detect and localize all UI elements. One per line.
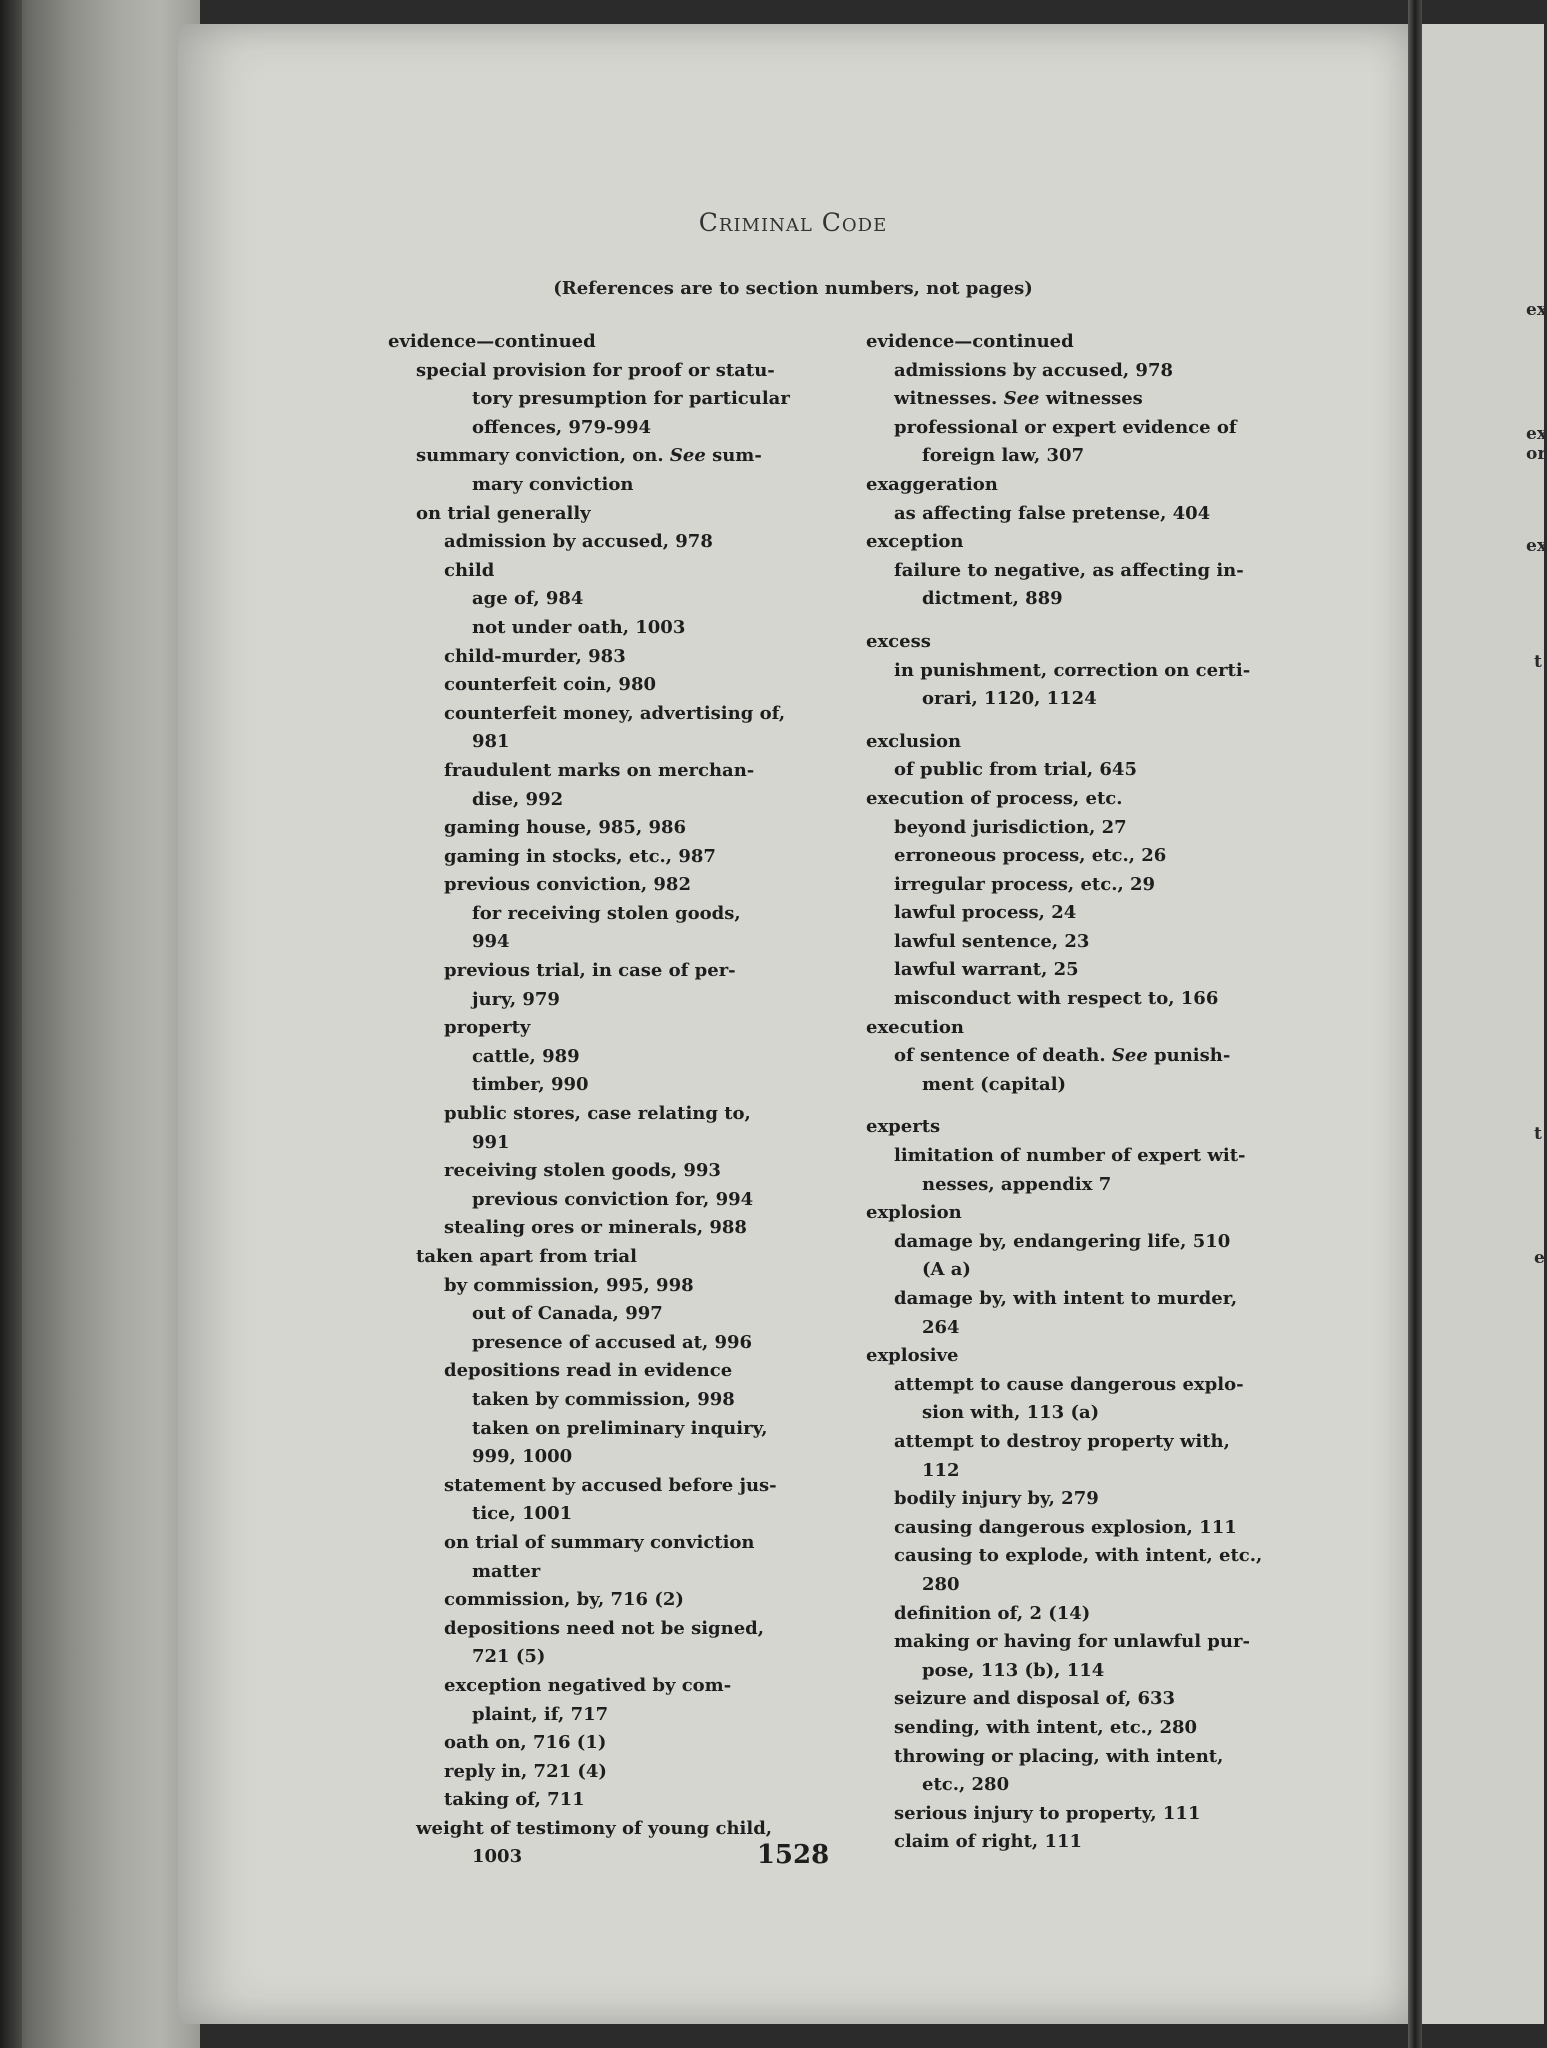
- index-subentry: bodily injury by, 279: [894, 1488, 1099, 1510]
- index-subentry: taken on preliminary inquiry,: [472, 1417, 768, 1439]
- index-subentry: tory presumption for particular: [472, 388, 790, 410]
- index-column-right: [866, 328, 1326, 1857]
- index-subentry: of sentence of death. See punish-: [894, 1045, 1231, 1067]
- see-reference: See: [669, 445, 706, 467]
- index-subentry: mary conviction: [472, 473, 634, 495]
- index-subentry: jury, 979: [472, 988, 560, 1010]
- facing-page-fragment: ex: [1526, 536, 1547, 556]
- index-subentry: property: [444, 1017, 531, 1039]
- index-subentry: 991: [472, 1131, 510, 1153]
- index-subentry: 264: [922, 1316, 960, 1338]
- index-subentry: 994: [472, 931, 510, 953]
- index-subentry: reply in, 721 (4): [444, 1760, 607, 1782]
- index-subentry: attempt to destroy property with,: [894, 1430, 1230, 1452]
- index-subentry: 981: [472, 731, 510, 753]
- index-subentry: weight of testimony of young child,: [416, 1817, 773, 1839]
- index-subentry: damage by, with intent to murder,: [894, 1288, 1238, 1309]
- facing-page-edge: [1422, 24, 1547, 2024]
- facing-page-fragment: or: [1526, 444, 1547, 464]
- index-subentry: pose, 113 (b), 114: [922, 1659, 1105, 1681]
- index-column-left: [388, 328, 848, 1872]
- index-subentry: 1003: [472, 1846, 523, 1868]
- book-gutter: [1408, 0, 1422, 2048]
- index-subentry: tice, 1001: [472, 1503, 573, 1525]
- facing-page-fragment: e: [1534, 1248, 1545, 1268]
- page-subheader: (References are to section numbers, not pages): [553, 278, 1033, 299]
- index-subentry: claim of right, 111: [894, 1831, 1083, 1853]
- index-subentry: making or having for unlawful pur-: [894, 1631, 1250, 1653]
- index-subentry: by commission, 995, 998: [444, 1274, 694, 1296]
- entry-spacer: [866, 1099, 1326, 1113]
- index-subentry: offences, 979-994: [472, 416, 652, 438]
- index-subentry: damage by, endangering life, 510: [894, 1230, 1231, 1252]
- index-subentry: beyond jurisdiction, 27: [894, 816, 1127, 838]
- index-subentry: admissions by accused, 978: [894, 359, 1173, 381]
- index-subentry: etc., 280: [922, 1774, 1010, 1796]
- index-subentry: lawful process, 24: [894, 902, 1077, 924]
- index-subentry: (A a): [922, 1259, 971, 1281]
- index-subentry: limitation of number of expert wit-: [894, 1145, 1246, 1167]
- index-subentry: in punishment, correction on certi-: [894, 659, 1251, 681]
- index-subentry: ment (capital): [922, 1073, 1067, 1095]
- index-subentry: summary conviction, on. See sum-: [416, 445, 762, 467]
- index-subentry: lawful sentence, 23: [894, 930, 1090, 952]
- see-reference: See: [1111, 1045, 1148, 1067]
- index-subentry: depositions read in evidence: [444, 1360, 733, 1382]
- index-subentry: nesses, appendix 7: [922, 1173, 1112, 1195]
- index-heading: excess: [866, 630, 931, 652]
- index-subentry: fraudulent marks on merchan-: [444, 759, 755, 781]
- index-subentry: oath on, 716 (1): [444, 1732, 607, 1754]
- spine-shadow: [0, 0, 22, 2048]
- index-heading: execution: [866, 1016, 964, 1038]
- index-subentry: professional or expert evidence of: [894, 416, 1237, 438]
- index-subentry: gaming in stocks, etc., 987: [444, 845, 716, 867]
- index-subentry: seizure and disposal of, 633: [894, 1688, 1176, 1710]
- index-subentry: receiving stolen goods, 993: [444, 1160, 721, 1182]
- facing-page-fragment: t: [1534, 652, 1542, 672]
- index-subentry: stealing ores or minerals, 988: [444, 1217, 747, 1239]
- index-subentry: counterfeit money, advertising of,: [444, 702, 786, 724]
- index-subentry: witnesses. See witnesses: [894, 388, 1143, 410]
- index-subentry: dictment, 889: [922, 588, 1063, 610]
- index-subentry: exception negatived by com-: [444, 1674, 732, 1696]
- index-heading: evidence—continued: [388, 331, 596, 352]
- index-subentry: previous conviction for, 994: [472, 1188, 754, 1210]
- index-heading: experts: [866, 1116, 941, 1138]
- index-subentry: child-murder, 983: [444, 645, 626, 667]
- index-subentry: as affecting false pretense, 404: [894, 502, 1211, 524]
- index-subentry: 112: [922, 1459, 960, 1481]
- see-reference: See: [1003, 388, 1040, 410]
- index-subentry: out of Canada, 997: [472, 1303, 663, 1325]
- index-subentry: gaming house, 985, 986: [444, 817, 687, 839]
- index-subentry: 721 (5): [472, 1646, 546, 1668]
- index-subentry: on trial of summary conviction: [444, 1531, 755, 1553]
- index-subentry: admission by accused, 978: [444, 531, 713, 553]
- index-subentry: of public from trial, 645: [894, 759, 1137, 781]
- index-subentry: taking of, 711: [444, 1789, 585, 1811]
- index-subentry: age of, 984: [472, 588, 584, 610]
- index-subentry: plaint, if, 717: [472, 1703, 609, 1725]
- index-subentry: commission, by, 716 (2): [444, 1589, 684, 1611]
- index-subentry: definition of, 2 (14): [894, 1602, 1091, 1624]
- index-subentry: dise, 992: [472, 788, 564, 810]
- index-heading: exception: [866, 531, 964, 553]
- index-subentry: misconduct with respect to, 166: [894, 988, 1219, 1010]
- index-subentry: throwing or placing, with intent,: [894, 1745, 1224, 1767]
- index-subentry: depositions need not be signed,: [444, 1617, 765, 1639]
- book-spine-edge: [0, 0, 200, 2048]
- facing-page-fragment: t: [1534, 1124, 1542, 1144]
- index-subentry: foreign law, 307: [922, 445, 1085, 467]
- index-subentry: special provision for proof or statu-: [416, 359, 775, 381]
- index-subentry: for receiving stolen goods,: [472, 902, 741, 924]
- index-subentry: sending, with intent, etc., 280: [894, 1716, 1198, 1738]
- index-subentry: taken apart from trial: [416, 1246, 637, 1267]
- index-subentry: matter: [472, 1560, 541, 1582]
- index-subentry: failure to negative, as affecting in-: [894, 559, 1244, 581]
- index-subentry: irregular process, etc., 29: [894, 873, 1156, 895]
- index-subentry: 999, 1000: [472, 1446, 573, 1468]
- index-subentry: 280: [922, 1573, 960, 1595]
- index-subentry: causing dangerous explosion, 111: [894, 1516, 1237, 1538]
- index-subentry: statement by accused before jus-: [444, 1474, 777, 1496]
- index-heading: explosive: [866, 1345, 959, 1367]
- index-subentry: attempt to cause dangerous explo-: [894, 1373, 1244, 1395]
- index-subentry: public stores, case relating to,: [444, 1103, 751, 1125]
- index-subentry: sion with, 113 (a): [922, 1402, 1100, 1424]
- index-subentry: cattle, 989: [472, 1045, 580, 1067]
- index-subentry: child: [444, 559, 495, 581]
- facing-page-fragment: ex: [1526, 424, 1547, 444]
- index-subentry: causing to explode, with intent, etc.,: [894, 1545, 1263, 1567]
- index-subentry: lawful warrant, 25: [894, 959, 1079, 981]
- index-subentry: previous trial, in case of per-: [444, 960, 736, 982]
- index-subentry: not under oath, 1003: [472, 616, 686, 638]
- index-subentry: orari, 1120, 1124: [922, 688, 1097, 710]
- index-subentry: serious injury to property, 111: [894, 1802, 1201, 1824]
- index-subentry: timber, 990: [472, 1074, 589, 1096]
- index-heading: execution of process, etc.: [866, 787, 1123, 809]
- index-heading: exclusion: [866, 730, 962, 752]
- index-subentry: taken by commission, 998: [472, 1388, 735, 1410]
- index-heading: exaggeration: [866, 473, 998, 495]
- entry-spacer: [866, 614, 1326, 628]
- page-header: Criminal Code: [698, 208, 888, 237]
- index-subentry: previous conviction, 982: [444, 874, 691, 896]
- index-subentry: erroneous process, etc., 26: [894, 845, 1167, 867]
- index-subentry: on trial generally: [416, 502, 591, 524]
- page-number: 1528: [756, 1840, 830, 1870]
- entry-spacer: [866, 714, 1326, 728]
- book-page: [178, 24, 1408, 2024]
- index-subentry: counterfeit coin, 980: [444, 674, 657, 696]
- index-heading: explosion: [866, 1202, 962, 1224]
- index-subentry: presence of accused at, 996: [472, 1331, 753, 1353]
- index-heading: evidence—continued: [866, 331, 1074, 352]
- facing-page-fragment: ex: [1526, 300, 1547, 320]
